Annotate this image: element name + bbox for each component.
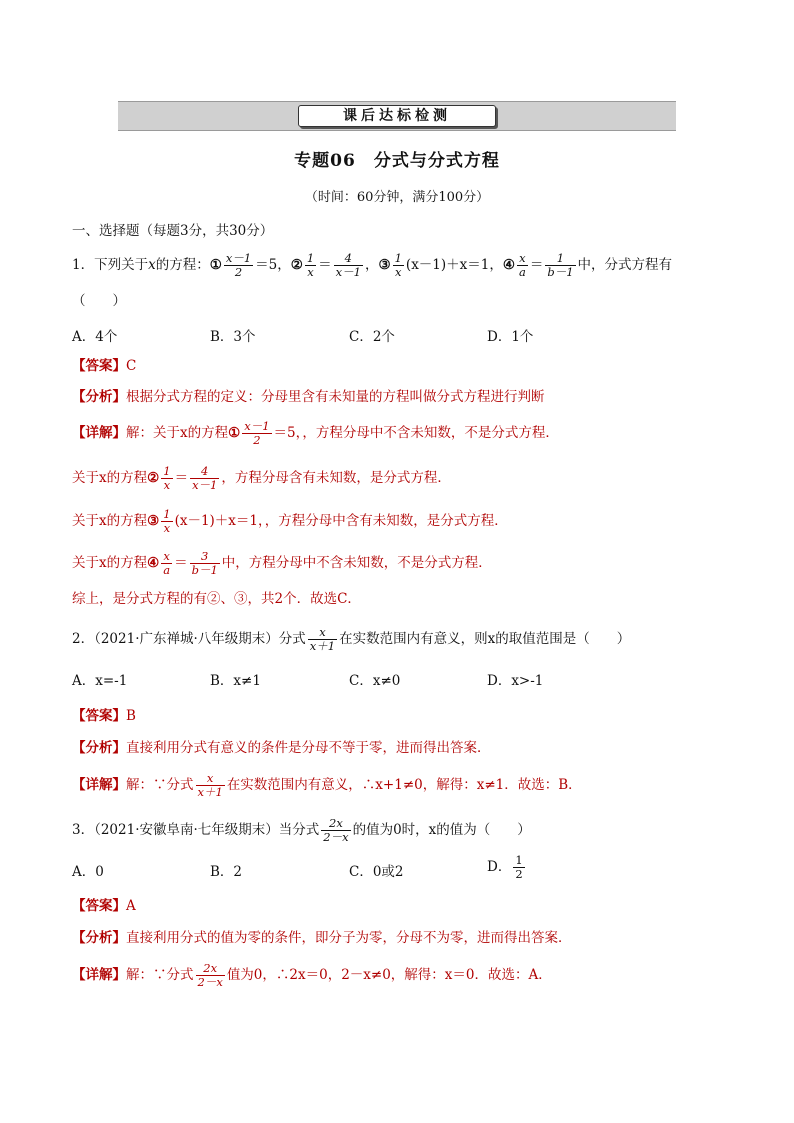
fraction: $\frac{1}{x}$	[163, 507, 171, 535]
q2-option-b: B．x≠1	[210, 673, 261, 689]
fraction: $\frac{x-1}{2}$	[225, 251, 252, 279]
q1-conclusion: 综上，是分式方程的有②、③，共2个．故选C．	[72, 591, 361, 607]
q3-option-a: A．0	[72, 864, 104, 880]
fraction: $\frac{3}{b-1}$	[191, 549, 218, 577]
q1-detail-4: 关于x的方程④ $\frac{x}{a}$ ＝ $\frac{3}{b-1}$ 中，方程分母中不含未知数，不是分式方程．	[72, 549, 492, 577]
q1-detail-3: 关于x的方程③ $\frac{1}{x}$ (x－1)＋x＝1，，方程分母中含有未知数，是分式方程．	[72, 507, 508, 535]
q1-analysis: 【分析】根据分式方程的定义：分母里含有未知量的方程叫做分式方程进行判断	[72, 389, 545, 405]
q3-analysis: 【分析】直接利用分式的值为零的条件，即分子为零，分母不为零，进而得出答案．	[72, 930, 572, 946]
fraction: $\frac{4}{x-1}$	[335, 251, 361, 279]
fraction: $\frac{4}{x-1}$	[192, 464, 218, 492]
q3-detail: 【详解】解：∵分式 $\frac{2x}{2-x}$ 值为0，∴2x＝0，2－x≠0，解得：x＝0．故选：A．	[72, 961, 552, 989]
fraction: $\frac{1}{x}$	[163, 464, 171, 492]
q2-option-d: D．x>-1	[487, 673, 544, 689]
header-banner	[118, 101, 676, 131]
fraction: $\frac{2x}{2-x}$	[197, 961, 223, 989]
fraction: $\frac{1}{b-1}$	[547, 251, 574, 279]
fraction: $\frac{x}{a}$	[518, 251, 526, 279]
q1-option-d: D．1个	[487, 329, 534, 345]
q2-answer: 【答案】B	[72, 708, 136, 724]
q2-option-a: A．x=-1	[72, 673, 128, 689]
q3-option-d: D． $\frac{1}{2}$	[487, 853, 523, 881]
fraction: $\frac{x-1}{2}$	[244, 419, 270, 447]
page-title: 专题06 分式与分式方程	[294, 151, 500, 171]
fraction: $\frac{2x}{2-x}$	[323, 816, 349, 844]
fraction: $\frac{x}{x+1}$	[309, 625, 336, 653]
section-heading: 一、选择题（每题3分，共30分）	[72, 223, 274, 239]
question-2-stem: 2．（2021·广东禅城·八年级期末）分式 $\frac{x}{x+1}$ 在实数范围内有意义，则x的取值范围是（ ）	[72, 625, 631, 653]
q1-detail-1: 【详解】解：关于x的方程① $\frac{x-1}{2}$ ＝5，，方程分母中不含未知数，不是分式方程．	[72, 419, 559, 447]
fraction: $\frac{x}{a}$	[163, 549, 171, 577]
q1-option-b: B．3个	[210, 329, 256, 345]
q3-answer: 【答案】A	[72, 898, 136, 914]
q2-analysis: 【分析】直接利用分式有意义的条件是分母不等于零，进而得出答案．	[72, 740, 491, 756]
question-1-stem: 1．下列关于x的方程：① $\frac{x-1}{2}$ ＝5，② $\frac{1}{x}$ ＝ $\frac{4}{x-1}$ ，③ $\frac{1}{x}$ (x－1)＋x＝1，④ $\frac{x}{a}$ ＝ $\frac{1}{b-1}$ 中，分式方程有	[72, 251, 673, 279]
fraction: $\frac{1}{x}$	[306, 251, 315, 279]
banner-label: 课后达标检测	[298, 105, 496, 127]
fraction: $\frac{1}{2}$	[515, 853, 523, 881]
fraction: $\frac{x}{x+1}$	[197, 771, 223, 799]
q3-option-c: C．0或2	[349, 864, 404, 880]
fraction: $\frac{1}{x}$	[394, 251, 402, 279]
question-1-paren: （ ）	[72, 293, 126, 309]
q1-option-a: A．4个	[72, 329, 118, 345]
q1-option-c: C．2个	[349, 329, 395, 345]
q1-answer: 【答案】C	[72, 358, 137, 374]
q2-detail: 【详解】解：∵分式 $\frac{x}{x+1}$ 在实数范围内有意义，∴x+1≠0，解得：x≠1．故选：B．	[72, 771, 582, 799]
q1-detail-2: 关于x的方程② $\frac{1}{x}$ ＝ $\frac{4}{x-1}$ ，方程分母含有未知数，是分式方程．	[72, 464, 451, 492]
page-subtitle: （时间：60分钟，满分100分）	[304, 190, 490, 205]
question-3-stem: 3．（2021·安徽阜南·七年级期末）当分式 $\frac{2x}{2-x}$ 的值为0时，x的值为（ ）	[72, 816, 531, 844]
q2-option-c: C．x≠0	[349, 673, 401, 689]
q3-option-b: B．2	[210, 864, 243, 880]
